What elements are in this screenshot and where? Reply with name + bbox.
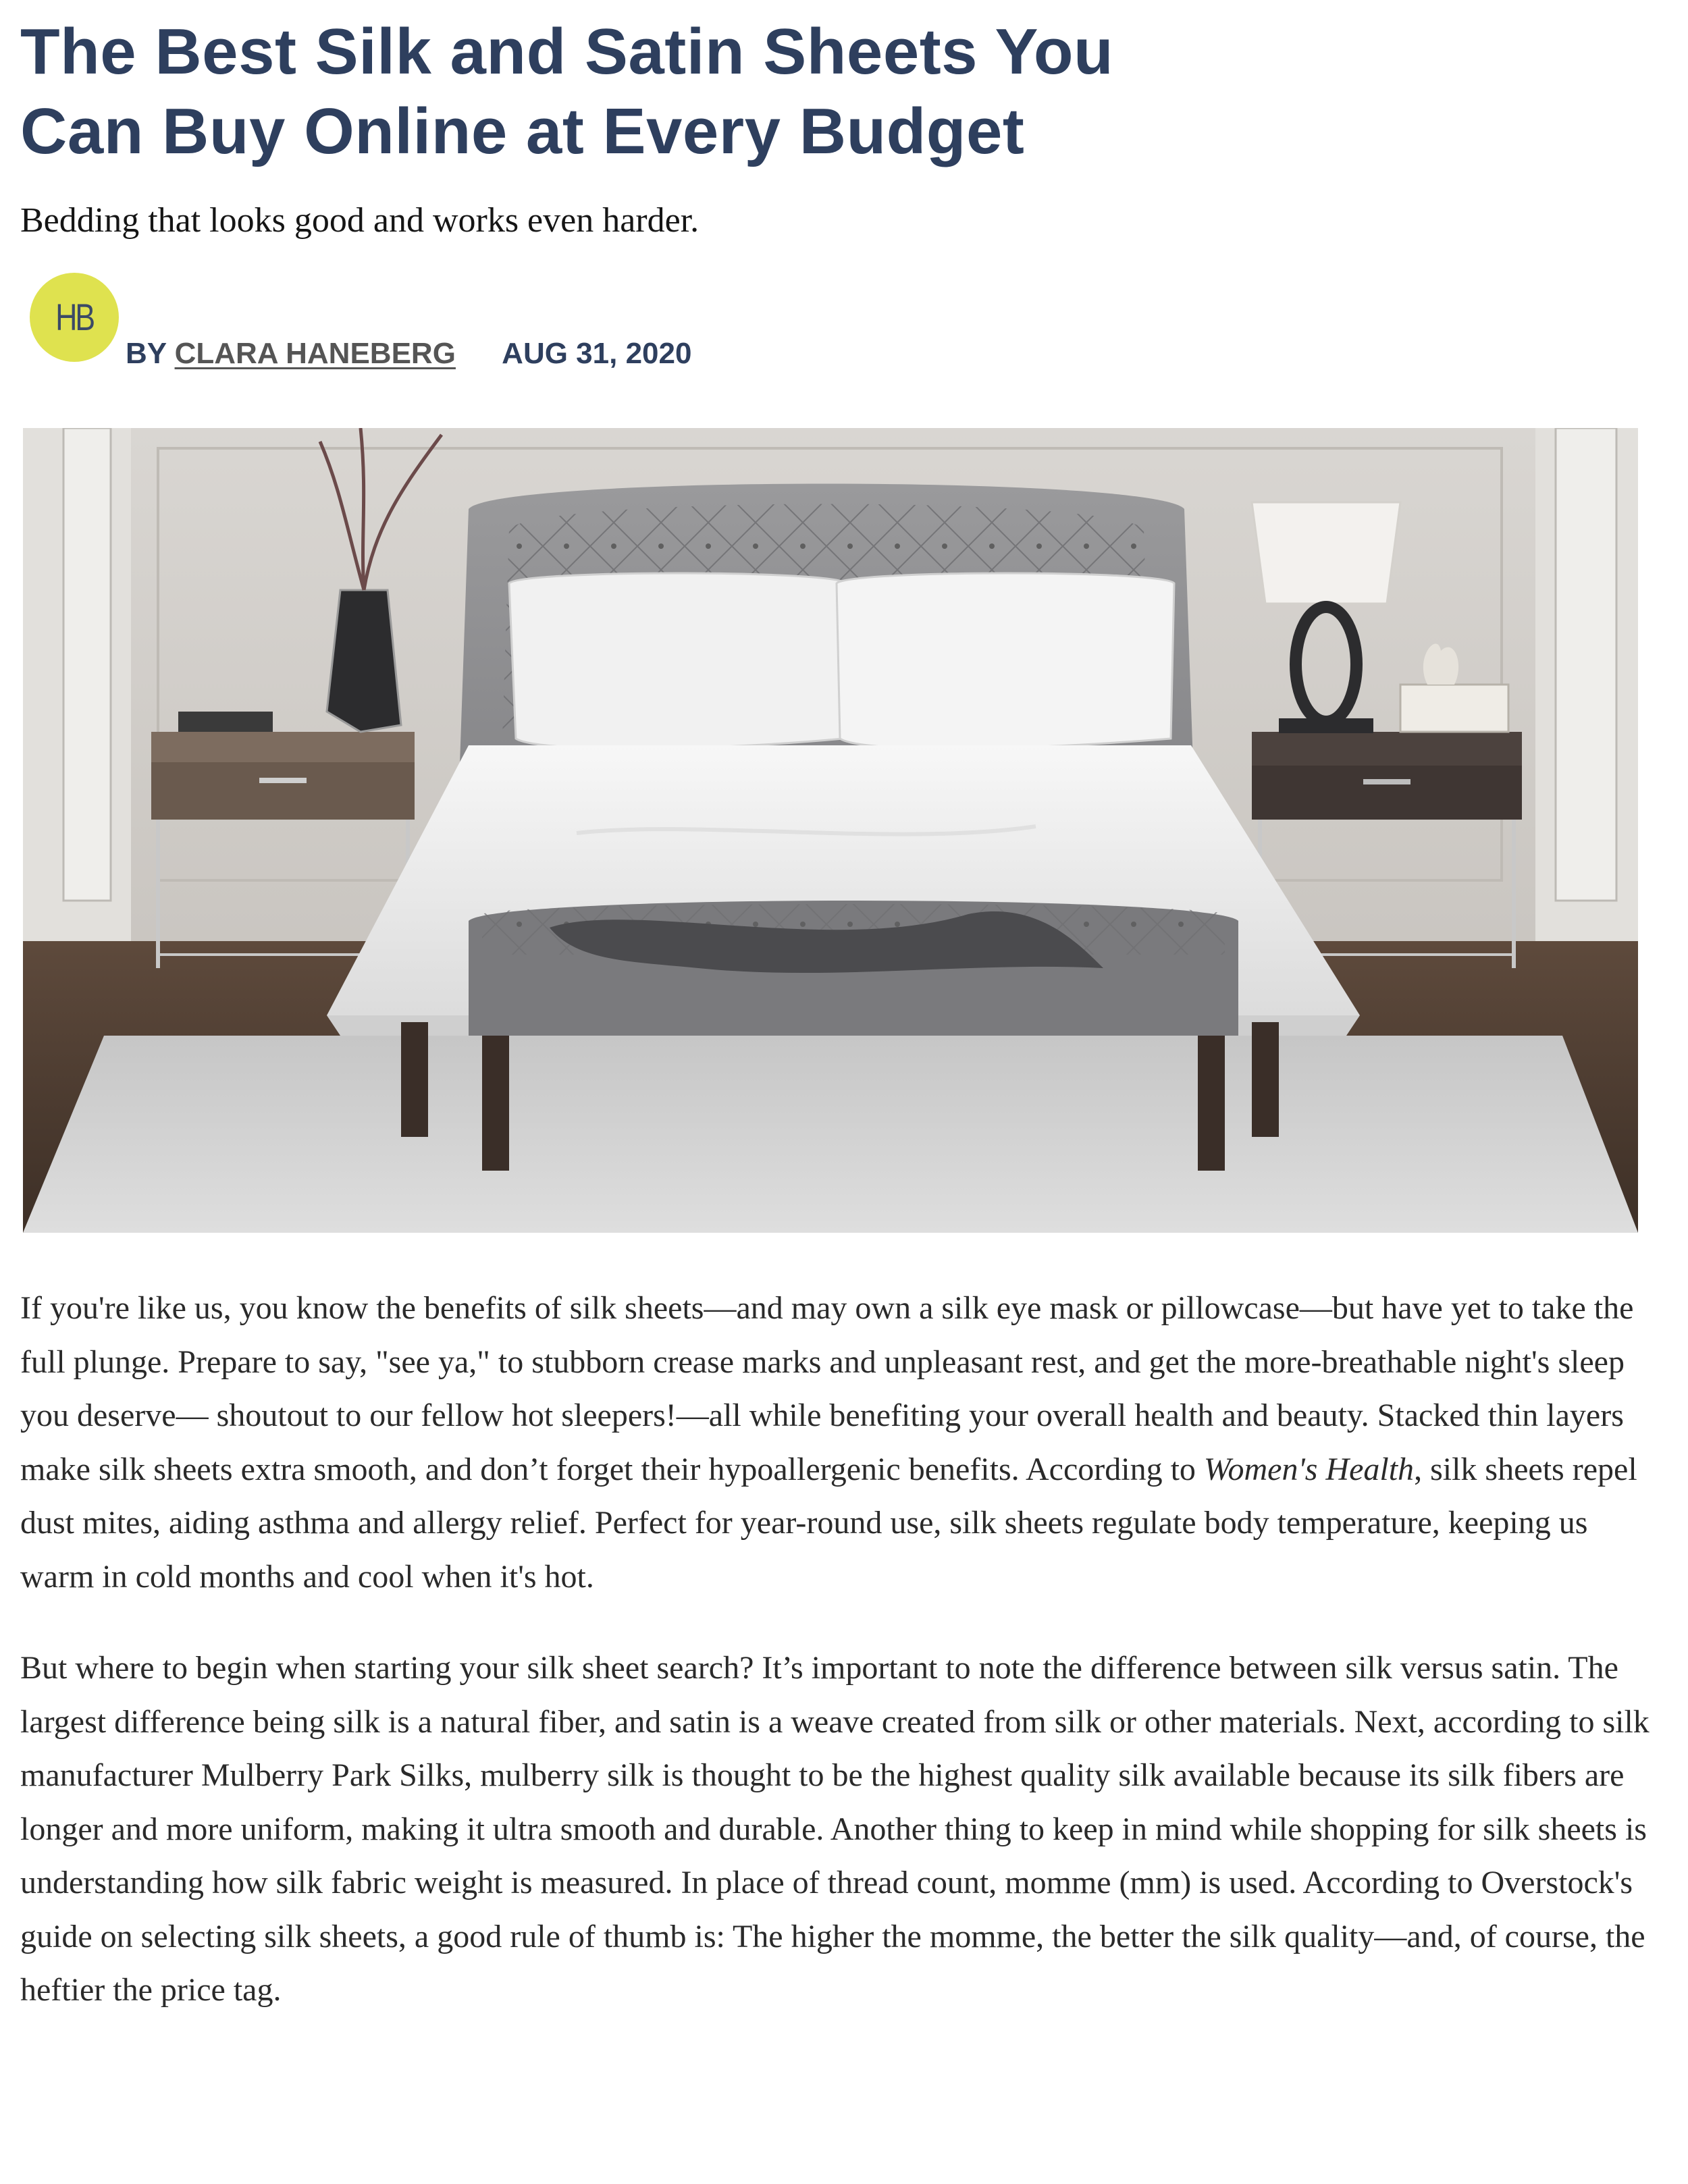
byline-prefix: BY: [126, 337, 167, 370]
author-link[interactable]: CLARA HANEBERG: [174, 337, 456, 370]
article-paragraph: But where to begin when starting your silk sheet search? It’s important to note the difference between silk versus satin. The largest difference being silk is a natural fiber, and satin is a weave created from silk or other materials. Next, according to silk manufacturer Mulberry Park Silks, mulberry silk is thought to be the highest quality silk available because its silk fibers are longer and more uniform, making it ultra smooth and durable. Another thing to keep in mind while shopping for silk sheets is understanding how silk fabric weight is measured. In place of thread count, momme (mm) is used. According to Overstock's guide on selecting silk sheets, a good rule of thumb is: The higher the momme, the better the silk quality—and, of course, the heftier the price tag.: [20, 1650, 1650, 2008]
publish-date: AUG 31, 2020: [502, 337, 692, 370]
byline: [126, 335, 691, 373]
publication-name: Women's Health: [1203, 1451, 1415, 1487]
hero-image: [23, 428, 1638, 1233]
paragraph-text: If you're like us, you know the benefits of silk sheets—and may own a silk eye mask or pillowcase—but have yet to take the full plunge. Prepare to say, "see ya," to stubborn crease marks and unpleasant rest, and get the more-breathable night's sleep you deserve— shoutout to our fellow hot sleepers!—all while benefiting your overall health and beauty. Stacked thin layers make silk sheets extra smooth, and don’t forget their hypoallergenic benefits. According to: [20, 1290, 1634, 1487]
article-paragraph: [20, 1281, 1668, 1603]
bedroom-illustration: [23, 428, 1638, 1233]
article-body: [20, 1281, 1668, 2055]
author-avatar[interactable]: [30, 273, 119, 362]
article-title: The Best Silk and Satin Sheets You Can Buy Online at Every Budget: [20, 16, 1114, 167]
article-subtitle: Bedding that looks good and works even harder.: [20, 201, 700, 240]
hb-logo-text: HB: [55, 296, 93, 338]
paragraph-text: , silk sheets repel dust mites, aiding asthma and allergy relief. Perfect for year-round use, silk sheets regulate body temperature, keeping us warm in cold months and cool when it's hot.: [20, 1451, 1637, 1595]
